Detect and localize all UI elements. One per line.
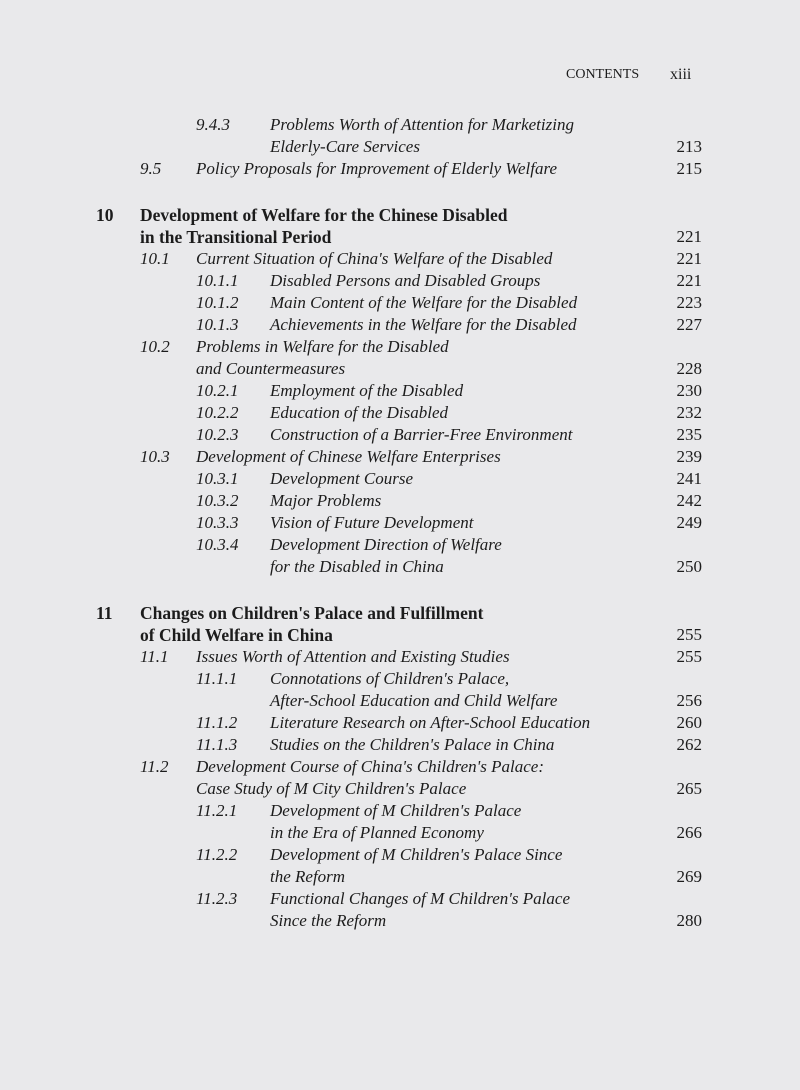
section-title: Disabled Persons and Disabled Groups xyxy=(270,271,541,290)
section-number: 9.4.3 xyxy=(196,115,230,134)
chapter-number: 11 xyxy=(96,603,113,623)
section-title: Main Content of the Welfare for the Disabled xyxy=(270,293,578,312)
page-number: 230 xyxy=(676,381,702,400)
section-title: Problems in Welfare for the Disabled xyxy=(196,337,449,356)
section-number: 10.1.1 xyxy=(196,271,239,290)
page-number: 221 xyxy=(676,271,702,290)
page-number: 265 xyxy=(676,779,702,798)
section-title: Major Problems xyxy=(270,491,382,510)
chapter-title: Changes on Children's Palace and Fulfillment xyxy=(140,603,484,623)
page-number: 256 xyxy=(676,691,702,710)
page-number: 242 xyxy=(676,491,702,510)
page-number: 227 xyxy=(676,315,702,334)
chapter-number: 10 xyxy=(96,205,114,225)
section-number: 11.2.3 xyxy=(196,889,238,908)
page-number: 223 xyxy=(676,293,702,312)
page-number: 241 xyxy=(676,469,702,488)
section-number: 10.1.3 xyxy=(196,315,239,334)
page-number: 235 xyxy=(676,425,702,444)
section-number: 11.2.1 xyxy=(196,801,238,820)
page-number: 250 xyxy=(676,557,702,576)
section-title-continued: and Countermeasures xyxy=(196,359,346,378)
section-number: 11.1.2 xyxy=(196,713,238,732)
page-number: 215 xyxy=(676,159,702,178)
section-title: Development of M Children's Palace xyxy=(270,801,522,820)
section-number: 10.3.3 xyxy=(196,513,239,532)
page-number: 269 xyxy=(676,867,702,886)
section-title: Connotations of Children's Palace, xyxy=(270,669,510,688)
chapter-title-continued: of Child Welfare in China xyxy=(140,625,333,645)
section-number: 11.1 xyxy=(140,647,169,666)
section-number: 10.3.1 xyxy=(196,469,239,488)
section-number: 10.2.3 xyxy=(196,425,239,444)
page-number: 255 xyxy=(676,625,702,644)
section-number: 11.2 xyxy=(140,757,169,776)
section-title: Education of the Disabled xyxy=(270,403,449,422)
page-number: 239 xyxy=(676,447,702,466)
section-title: Vision of Future Development xyxy=(270,513,474,532)
section-title: Problems Worth of Attention for Marketizing xyxy=(270,115,574,134)
section-number: 10.2.1 xyxy=(196,381,239,400)
section-number: 10.2 xyxy=(140,337,170,356)
section-title-continued: the Reform xyxy=(270,867,346,886)
section-number: 10.2.2 xyxy=(196,403,239,422)
section-title: Employment of the Disabled xyxy=(270,381,464,400)
section-title: Studies on the Children's Palace in China xyxy=(270,735,555,754)
section-number: 10.3.2 xyxy=(196,491,239,510)
section-title: Development of Chinese Welfare Enterprises xyxy=(196,447,501,466)
page-number: 221 xyxy=(676,227,702,246)
section-title: Development Course of China's Children's Palace: xyxy=(196,757,545,776)
page-number: 213 xyxy=(676,137,702,156)
running-head-label: CONTENTS xyxy=(566,67,640,82)
section-number: 11.1.1 xyxy=(196,669,238,688)
page-number: 221 xyxy=(676,249,702,268)
page-number: 255 xyxy=(676,647,702,666)
section-title: Literature Research on After-School Education xyxy=(270,713,591,732)
section-number: 10.3 xyxy=(140,447,170,466)
section-title-continued: in the Era of Planned Economy xyxy=(270,823,484,842)
section-title-continued: After-School Education and Child Welfare xyxy=(270,691,558,710)
section-number: 11.2.2 xyxy=(196,845,238,864)
running-head-page-number: xiii xyxy=(670,66,692,83)
page-number: 280 xyxy=(676,911,702,930)
page-number: 249 xyxy=(676,513,702,532)
section-title: Achievements in the Welfare for the Disabled xyxy=(270,315,577,334)
section-title-continued: Elderly-Care Services xyxy=(270,137,420,156)
page-number: 262 xyxy=(676,735,702,754)
section-number: 9.5 xyxy=(140,159,162,178)
section-number: 10.3.4 xyxy=(196,535,239,554)
page-number: 266 xyxy=(676,823,702,842)
section-title: Current Situation of China's Welfare of the Disabled xyxy=(196,249,553,268)
page-number: 232 xyxy=(676,403,702,422)
section-title-continued: Since the Reform xyxy=(270,911,387,930)
section-title: Functional Changes of M Children's Palace xyxy=(270,889,570,908)
section-title: Issues Worth of Attention and Existing Studies xyxy=(196,647,510,666)
section-title: Development Direction of Welfare xyxy=(270,535,502,554)
section-number: 10.1.2 xyxy=(196,293,239,312)
page-number: 260 xyxy=(676,713,702,732)
page-number: 228 xyxy=(676,359,702,378)
chapter-title: Development of Welfare for the Chinese Disabled xyxy=(140,205,508,225)
chapter-title-continued: in the Transitional Period xyxy=(140,227,332,247)
section-title-continued: Case Study of M City Children's Palace xyxy=(196,779,467,798)
section-title: Policy Proposals for Improvement of Elderly Welfare xyxy=(196,159,558,178)
section-number: 10.1 xyxy=(140,249,170,268)
section-title: Construction of a Barrier-Free Environment xyxy=(270,425,573,444)
section-number: 11.1.3 xyxy=(196,735,238,754)
section-title-continued: for the Disabled in China xyxy=(270,557,444,576)
section-title: Development Course xyxy=(270,469,414,488)
section-title: Development of M Children's Palace Since xyxy=(270,845,563,864)
